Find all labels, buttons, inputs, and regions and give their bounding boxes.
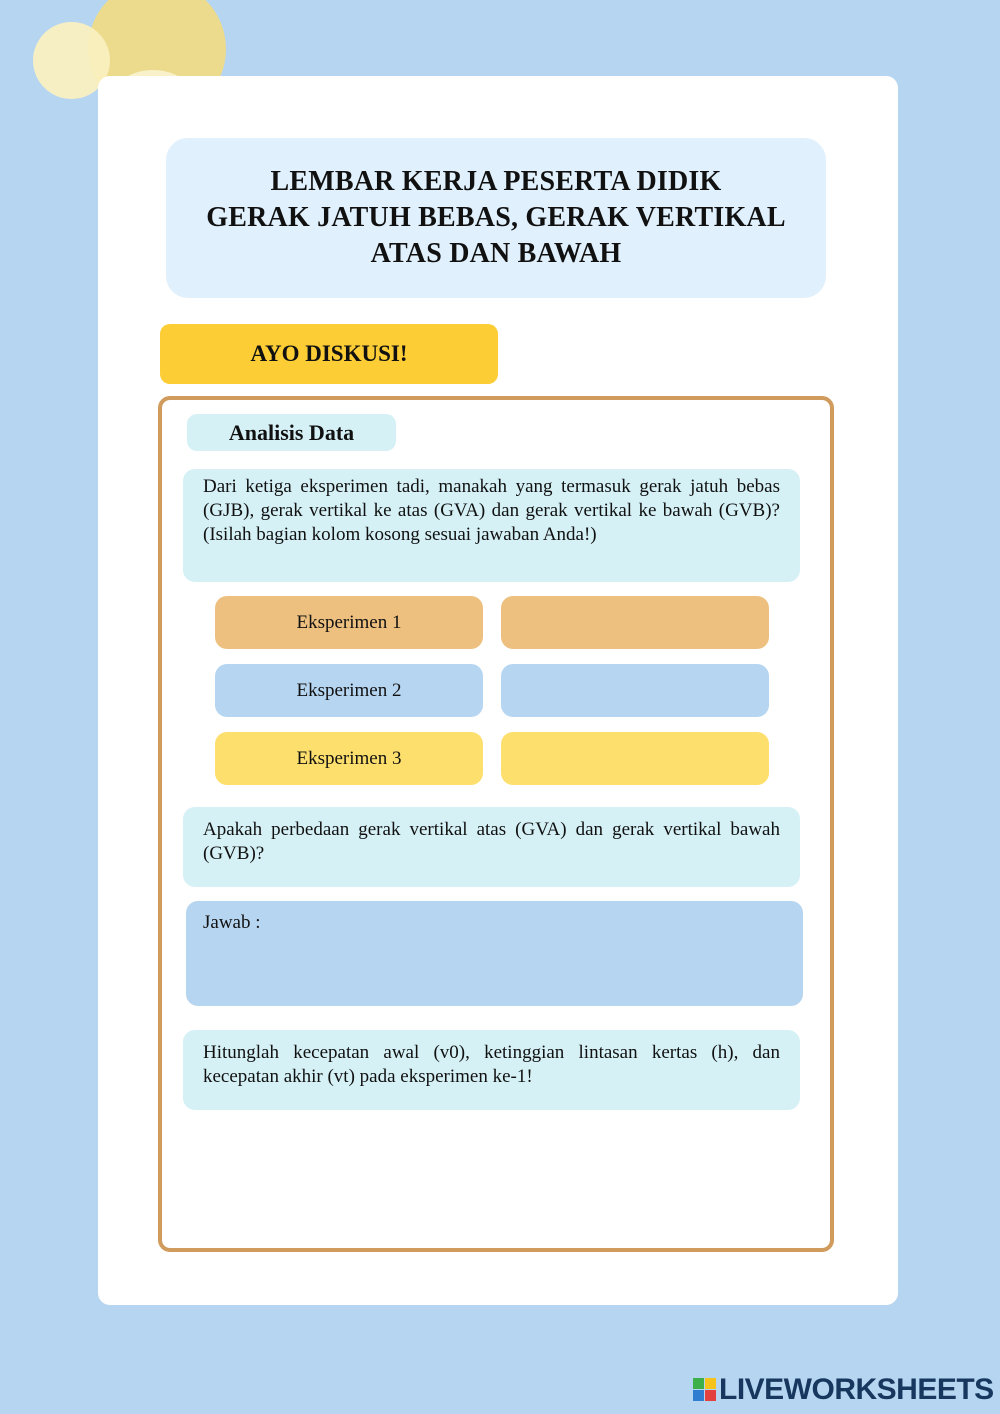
experiment-1-label: Eksperimen 1 xyxy=(215,596,483,649)
question-2: Apakah perbedaan gerak vertikal atas (GVA) dan gerak vertikal bawah (GVB)? xyxy=(183,807,800,887)
question-3: Hitunglah kecepatan awal (v0), ketinggian lintasan kertas (h), dan kecepatan akhir (vt) pada eksperimen ke-1! xyxy=(183,1030,800,1110)
title-line: LEMBAR KERJA PESERTA DIDIK xyxy=(270,166,722,197)
liveworksheets-logo-icon xyxy=(693,1378,717,1402)
title-line: GERAK JATUH BEBAS, GERAK VERTIKAL xyxy=(206,202,786,233)
experiment-2-label: Eksperimen 2 xyxy=(215,664,483,717)
brand-watermark xyxy=(693,1374,994,1406)
experiment-1-answer-field[interactable] xyxy=(501,596,769,649)
experiment-3-label: Eksperimen 3 xyxy=(215,732,483,785)
section-tag: AYO DISKUSI! xyxy=(160,324,498,384)
brand-text: LIVEWORKSHEETS xyxy=(719,1373,994,1406)
title-line: ATAS DAN BAWAH xyxy=(370,238,622,269)
experiment-2-answer-field[interactable] xyxy=(501,664,769,717)
question-1: Dari ketiga eksperimen tadi, manakah yang termasuk gerak jatuh bebas (GJB), gerak vertikal ke atas (GVA) dan gerak vertikal ke bawah (GVB)? (Isilah bagian kolom kosong sesuai jawaban Anda!) xyxy=(183,469,800,582)
experiment-3-answer-field[interactable] xyxy=(501,732,769,785)
subsection-tag: Analisis Data xyxy=(187,414,396,451)
answer-label: Jawab : xyxy=(203,912,261,933)
page-title xyxy=(166,138,826,298)
answer-textarea[interactable] xyxy=(186,901,803,1006)
